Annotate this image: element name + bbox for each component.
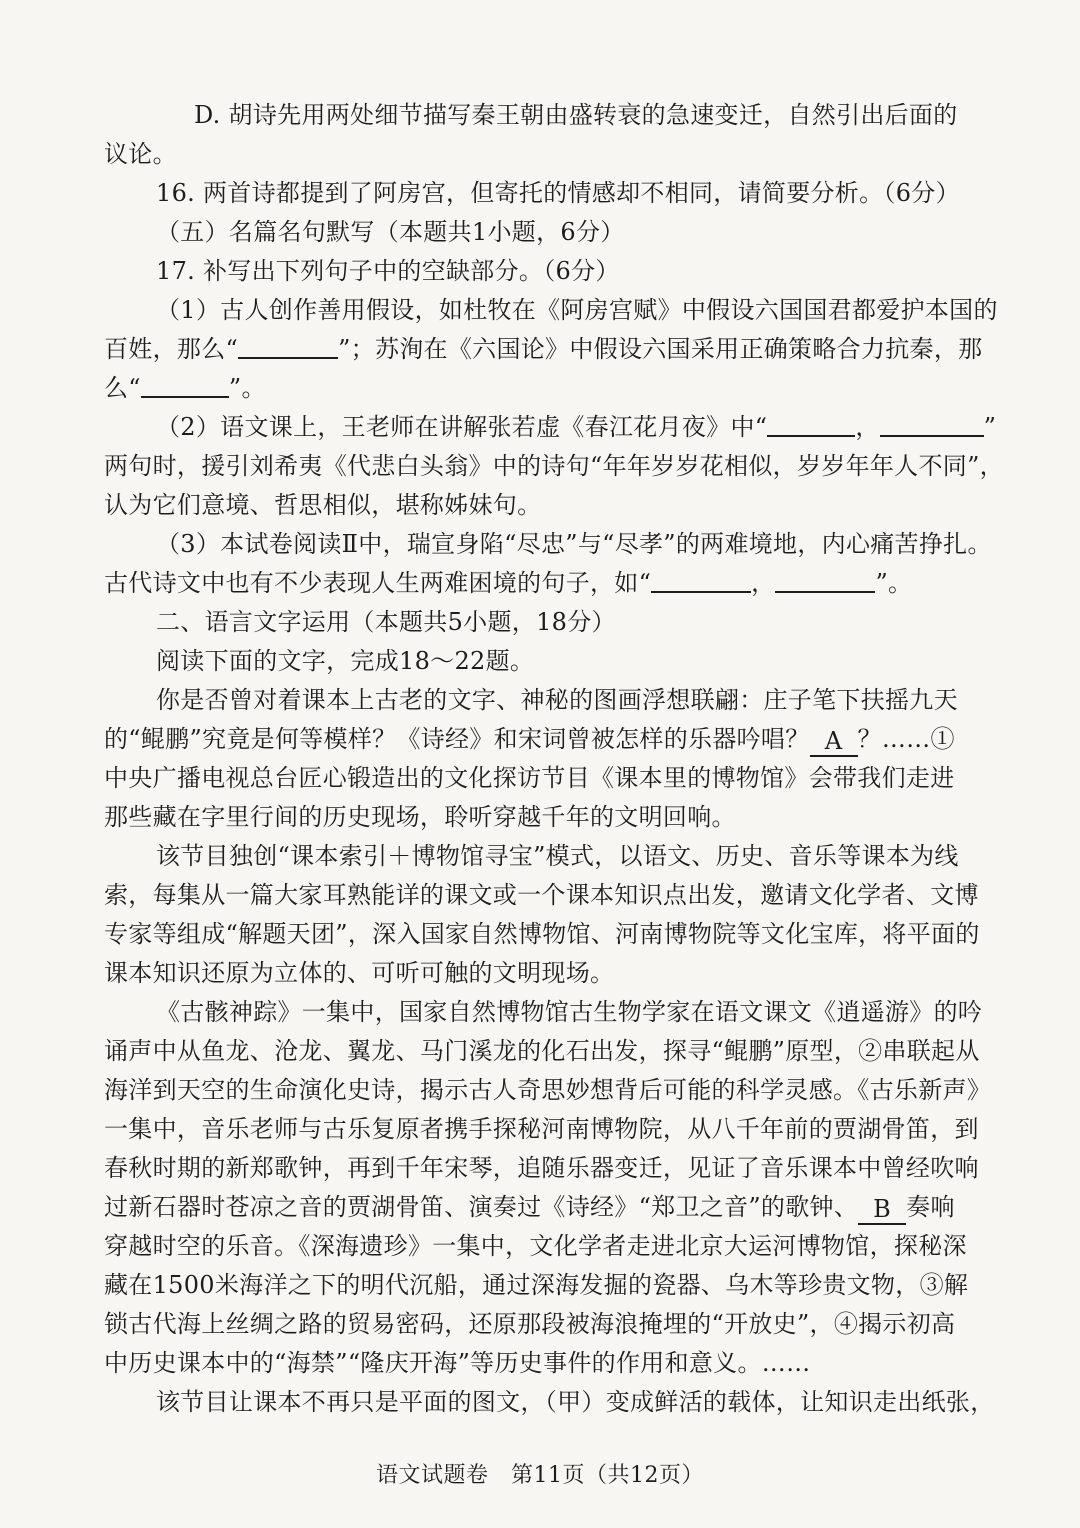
page-footer: 语文试题卷 第11页（共12页）	[376, 1463, 704, 1488]
passage-line: 海洋到天空的生命演化史诗，揭示古人奇思妙想背后可能的科学灵感。《古乐新声》	[104, 1076, 992, 1104]
option-d-line2: 议论。	[104, 140, 177, 168]
passage-line: 该节目独创“课本索引＋博物馆寻宝”模式，以语文、历史、音乐等课本为线	[156, 842, 959, 870]
q17-part3-line1: （3）本试卷阅读Ⅱ中，瑞宣身陷“尽忠”与“尽孝”的两难境地，内心痛苦挣扎。	[156, 530, 992, 558]
passage-line: 专家等组成“解题天团”，深入国家自然博物馆、河南博物院等文化宝库，将平面的	[104, 920, 980, 948]
answer-blank[interactable]	[880, 409, 984, 437]
passage-line: 锁古代海上丝绸之路的贸易密码，还原那段被海浪掩埋的“开放史”，④揭示初高	[104, 1310, 956, 1338]
answer-blank[interactable]	[767, 409, 855, 437]
reading-instruction: 阅读下面的文字，完成18～22题。	[156, 647, 535, 675]
question-16: 16. 两首诗都提到了阿房宫，但寄托的情感却不相同，请简要分析。（6分）	[156, 179, 960, 207]
passage-line: 诵声中从鱼龙、沧龙、翼龙、马门溪龙的化石出发，探寻“鲲鹏”原型，②串联起从	[104, 1037, 980, 1065]
passage-line: 那些藏在字里行间的历史现场，聆听穿越千年的文明回响。	[104, 803, 736, 831]
passage-line: 的“鲲鹏”究竟是何等模样？《诗经》和宋词曾被怎样的乐器吟唱？ A ？……①	[104, 725, 955, 755]
q17-part2-line1: （2）语文课上，王老师在讲解张若虚《春江花月夜》中“ ， ”	[104, 408, 992, 447]
answer-blank[interactable]	[238, 331, 338, 359]
passage-line: 《古骸神踪》一集中，国家自然博物馆古生物学家在语文课文《逍遥游》的吟	[156, 998, 983, 1026]
passage-line: 中央广播电视总台匠心锻造出的文化探访节目《课本里的博物馆》会带我们走进	[104, 764, 955, 792]
passage-line: 你是否曾对着课本上古老的文字、神秘的图画浮想联翩：庄子笔下扶摇九天	[156, 686, 958, 714]
section-2-heading: 二、语言文字运用（本题共5小题，18分）	[156, 608, 616, 636]
passage-line: 课本知识还原为立体的、可听可触的文明现场。	[104, 959, 615, 987]
passage-line: 一集中，音乐老师与古乐复原者携手探秘河南博物院，从八千年前的贾湖骨笛，到	[104, 1115, 979, 1143]
passage-line: 藏在1500米海洋之下的明代沉船，通过深海发掘的瓷器、乌木等珍贵文物，③解	[104, 1271, 969, 1299]
q17-part2-line2: 两句时，援引刘希夷《代悲白头翁》中的诗句“年年岁岁花相似，岁岁年年人不同”，	[104, 452, 1004, 480]
passage-line: 索，每集从一篇大家耳熟能详的课文或一个课本知识点出发，邀请文化学者、文博	[104, 881, 979, 909]
option-d-line1: D. 胡诗先用两处细节描写秦王朝由盛转衰的急速变迁，自然引出后面的	[194, 101, 958, 129]
q17-part1-line3: 么“ ”。	[104, 369, 992, 408]
passage-line: 过新石器时苍凉之音的贾湖骨笛、演奏过《诗经》“郑卫之音”的歌钟、 B 奏响	[104, 1193, 955, 1223]
q17-part2-line3: 认为它们意境、哲思相似，堪称姊妹句。	[104, 491, 542, 519]
question-17: 17. 补写出下列句子中的空缺部分。（6分）	[156, 257, 620, 285]
passage-line: 该节目让课本不再只是平面的图文，（甲）变成鲜活的载体，让知识走出纸张，	[156, 1388, 995, 1416]
passage-line: 穿越时空的乐音。《深海遗珍》一集中，文化学者走进北京大运河博物馆，探秘深	[104, 1232, 967, 1260]
passage-line: 中历史课本中的“海禁”“隆庆开海”等历史事件的作用和意义。……	[104, 1349, 811, 1377]
q17-part3-line2: 古代诗文中也有不少表现人生两难困境的句子，如“ ， ”。	[104, 564, 992, 603]
passage-line: 春秋时期的新郑歌钟，再到千年宋琴，追随乐器变迁，见证了音乐课本中曾经吹响	[104, 1154, 979, 1182]
answer-blank[interactable]	[141, 370, 229, 398]
answer-blank-b[interactable]: B	[858, 1197, 906, 1225]
section-5-heading: （五）名篇名句默写（本题共1小题，6分）	[156, 218, 625, 246]
q17-part1-line1: （1）古人创作善用假设，如杜牧在《阿房宫赋》中假设六国国君都爱护本国的	[156, 296, 998, 324]
answer-blank[interactable]	[651, 565, 751, 593]
answer-blank-a[interactable]: A	[810, 729, 858, 757]
answer-blank[interactable]	[775, 565, 875, 593]
q17-part1-line2: 百姓，那么“ ”；苏洵在《六国论》中假设六国采用正确策略合力抗秦，那	[104, 330, 992, 369]
